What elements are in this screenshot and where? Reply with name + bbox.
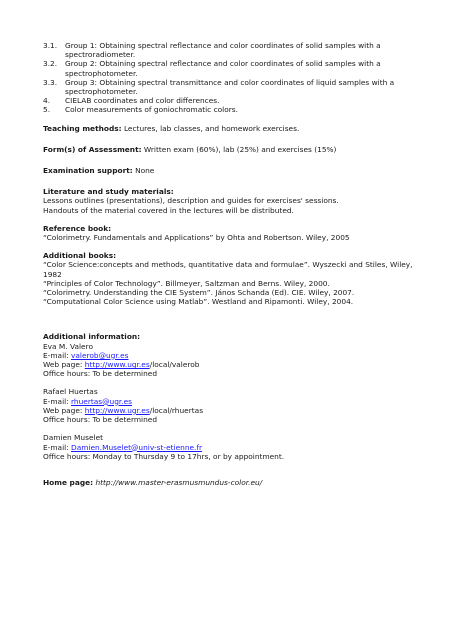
contact-web-row [43, 360, 415, 369]
office-hours: Office hours: To be determined [43, 415, 158, 425]
teaching-methods [43, 124, 415, 133]
web-label: Web page: [43, 360, 85, 370]
contact-name: Eva M. Valero [43, 341, 94, 351]
assessment [43, 145, 415, 154]
list-item [43, 96, 415, 105]
book-line: “Colorimetry. Understanding the CIE System”. János Schanda (Ed). CIE. Wiley, 2007. [43, 288, 355, 298]
examination-support-text: None [132, 166, 155, 176]
email-label: E-mail: [43, 350, 72, 360]
web-link[interactable]: http://www.ugr.es [84, 405, 150, 415]
list-text: CIELAB coordinates and color differences. [65, 96, 220, 106]
list-text: Group 1: Obtaining spectral reflectance and color coordinates of solid samples with a spectroradiometer. [65, 41, 381, 60]
assessment-label: Form(s) of Assessment: [43, 144, 142, 154]
additional-info-heading: Additional information: [43, 332, 141, 342]
spacer [43, 378, 415, 387]
spacer [43, 306, 415, 332]
list-text: Color measurements of goniochromatic colors. [65, 105, 238, 115]
document-page [43, 41, 415, 487]
contact-block [43, 387, 415, 424]
office-hours: Office hours: Monday to Thursday 9 to 17hrs, or by appointment. [43, 451, 285, 461]
list-item [43, 41, 415, 59]
list-number: 5. [43, 105, 51, 115]
book-line: “Color Science:concepts and methods, quantitative data and formulae”. Wyszecki and Stiles, Wiley, 1982 [43, 260, 413, 279]
list-item [43, 78, 415, 96]
reference-heading: Reference book: [43, 223, 112, 233]
email-link[interactable]: rhuertas@ugr.es [71, 396, 133, 406]
list-text: Group 2: Obtaining spectral reflectance and color coordinates of solid samples with a spectrophotometer. [65, 59, 381, 78]
web-suffix: /local/rhuertas [149, 405, 204, 415]
book-line: “Principles of Color Technology”. Billmeyer, Saltzman and Berns. Wiley, 2000. [43, 278, 330, 288]
email-label: E-mail: [43, 442, 72, 452]
list-number: 3.1. [43, 41, 58, 50]
objectives-list [43, 41, 415, 115]
reference-section [43, 224, 415, 242]
examination-support-label: Examination support: [43, 166, 133, 176]
book-line: “Computational Color Science using Matlab”. Westland and Ripamonti. Wiley, 2004. [43, 297, 354, 307]
additional-books-heading: Additional books: [43, 251, 117, 261]
teaching-methods-label: Teaching methods: [43, 123, 122, 133]
contact-name: Damien Muselet [43, 433, 104, 443]
home-page-row [43, 478, 415, 487]
literature-line: Handouts of the material covered in the lectures will be distributed. [43, 205, 294, 215]
email-label: E-mail: [43, 396, 72, 406]
assessment-text: Written exam (60%), lab (25%) and exercises (15%) [141, 144, 337, 154]
list-number: 3.3. [43, 77, 58, 87]
list-number: 4. [43, 96, 51, 106]
spacer [43, 424, 415, 433]
contact-email-row [43, 443, 415, 452]
literature-line: Lessons outlines (presentations), description and guides for exercises' sessions. [43, 196, 339, 206]
list-item [43, 59, 415, 77]
office-hours: Office hours: To be determined [43, 369, 158, 379]
contact-name: Rafael Huertas [43, 387, 98, 397]
contact-web-row [43, 406, 415, 415]
contact-email-row [43, 351, 415, 360]
teaching-methods-text: Lectures, lab classes, and homework exercises. [121, 123, 300, 133]
literature-section [43, 187, 415, 215]
additional-books-section [43, 251, 415, 306]
reference-line: “Colorimetry. Fundamentals and Applications” by Ohta and Robertson. Wiley, 2005 [43, 233, 350, 243]
list-item [43, 105, 415, 114]
contact-email-row [43, 397, 415, 406]
web-link[interactable]: http://www.ugr.es [84, 360, 150, 370]
email-link[interactable]: Damien.Muselet@univ-st-etienne.fr [71, 442, 203, 452]
additional-info-section [43, 332, 415, 460]
contact-block [43, 433, 415, 461]
list-number: 3.2. [43, 59, 58, 69]
contact-block [43, 342, 415, 379]
literature-heading: Literature and study materials: [43, 187, 174, 197]
email-link[interactable]: valerob@ugr.es [71, 350, 129, 360]
list-text: Group 3: Obtaining spectral transmittance and color coordinates of liquid samples with a spectrophotometer. [65, 77, 395, 97]
examination-support [43, 166, 415, 175]
home-page-url[interactable]: http://www.master-erasmusmundus-color.eu/ [93, 477, 263, 487]
web-label: Web page: [43, 405, 85, 415]
web-suffix: /local/valerob [149, 360, 200, 370]
home-page-label: Home page: [43, 477, 94, 487]
